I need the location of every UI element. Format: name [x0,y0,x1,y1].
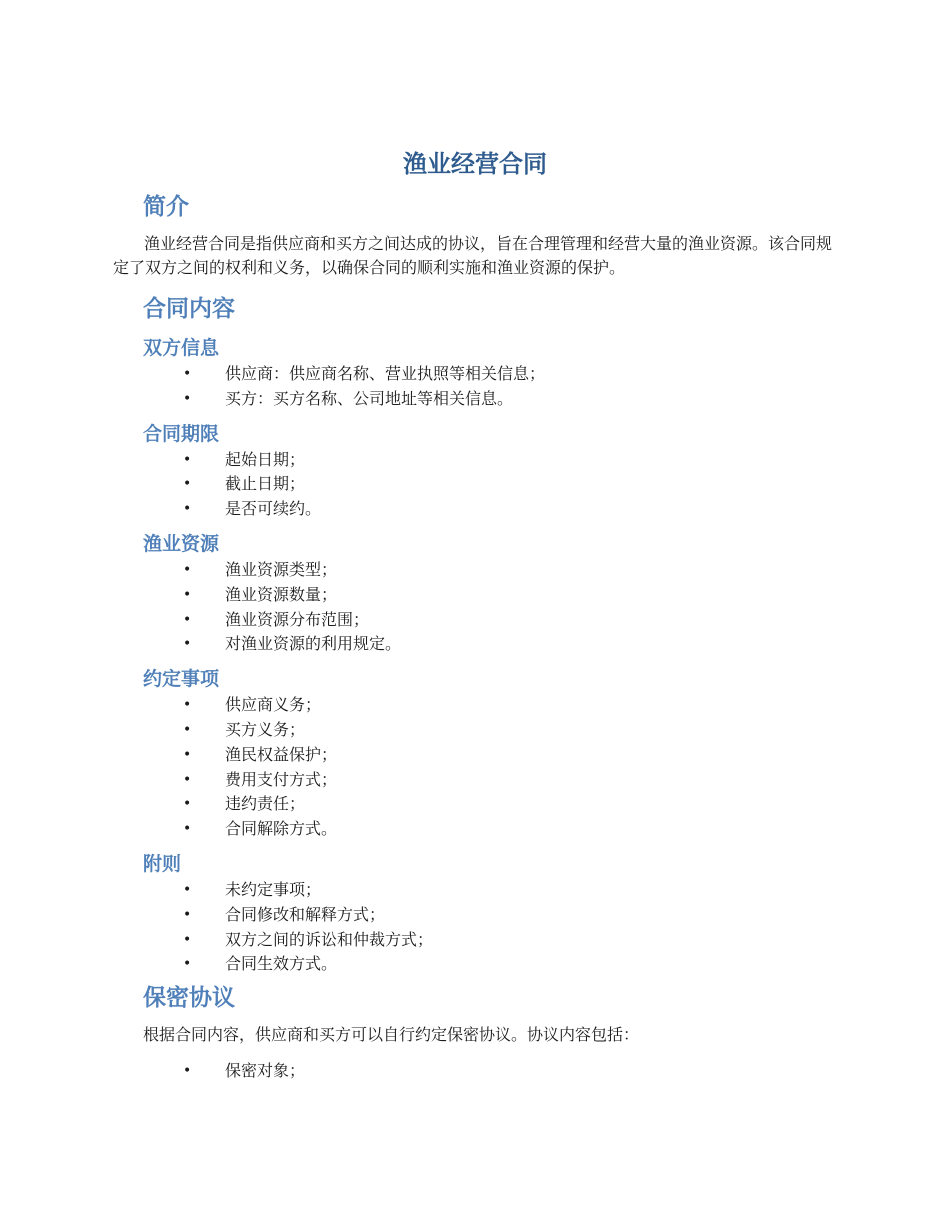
bullet-icon: • [183,906,192,923]
bullet-icon: • [183,636,192,653]
bullet-icon: • [183,771,192,788]
bullet-icon: • [183,1063,192,1080]
section-heading-parties: 双方信息 [143,337,220,359]
list-item: • 供应商：供应商名称、营业执照等相关信息； [113,362,843,387]
bullet-icon: • [183,561,192,578]
list-item: • 渔业资源数量； [113,583,843,608]
list-item: • 渔业资源类型； [113,558,843,583]
list-item: • 起始日期； [113,448,843,473]
confidentiality-list [113,1059,843,1084]
resources-list [113,558,843,657]
section-heading-agreements: 约定事项 [143,668,220,691]
intro-heading: 简介 [143,194,189,220]
bullet-icon: • [183,451,192,468]
bullet-icon: • [183,697,192,714]
section-heading-resources: 渔业资源 [143,532,220,555]
list-item: • 买方：买方名称、公司地址等相关信息。 [113,387,843,412]
parties-list [113,362,843,412]
bullet-icon: • [183,931,192,948]
bullet-icon: • [183,721,192,738]
bullet-icon: • [183,821,192,838]
bullet-icon: • [183,746,192,763]
document-body [113,190,843,1084]
list-item: • 双方之间的诉讼和仲裁方式； [113,928,843,953]
term-list [113,448,843,522]
bullet-icon: • [183,796,192,813]
list-item: • 截止日期； [113,472,843,497]
document-title: 渔业经营合同 [403,150,547,178]
list-item: • 是否可续约。 [113,497,843,522]
confidentiality-paragraph: 根据合同内容，供应商和买方可以自行约定保密协议。协议内容包括： [143,1025,640,1045]
list-item: • 违约责任； [113,792,843,817]
bullet-icon: • [183,586,192,603]
list-item: • 对渔业资源的利用规定。 [113,632,843,657]
list-item: • 渔民权益保护； [113,743,843,768]
list-item: • 合同解除方式。 [113,817,843,842]
agreements-list [113,693,843,842]
section-heading-appendix: 附则 [143,852,182,875]
bullet-icon: • [183,611,192,628]
bullet-icon: • [183,501,192,518]
intro-paragraph: 渔业经营合同是指供应商和买方之间达成的协议，旨在合理管理和经营大量的渔业资源。该合同规定了双方之间的权利和义务，以确保合同的顺利实施和渔业资源的保护。 [113,234,833,277]
section-heading-term: 合同期限 [143,422,220,445]
list-item: • 合同生效方式。 [113,952,843,977]
list-item: • 渔业资源分布范围； [113,608,843,633]
bullet-icon: • [183,366,192,382]
list-item: • 买方义务； [113,718,843,743]
list-item: • 未约定事项； [113,878,843,903]
bullet-icon: • [183,390,192,407]
bullet-icon: • [183,956,192,973]
list-item: • 合同修改和解释方式； [113,903,843,928]
bullet-icon: • [183,881,192,898]
appendix-list [113,878,843,977]
contract-heading: 合同内容 [143,296,235,322]
list-item: • 保密对象； [113,1059,843,1084]
confidentiality-heading: 保密协议 [143,985,235,1012]
bullet-icon: • [183,476,192,493]
list-item: • 供应商义务； [113,693,843,718]
list-item: • 费用支付方式； [113,768,843,793]
